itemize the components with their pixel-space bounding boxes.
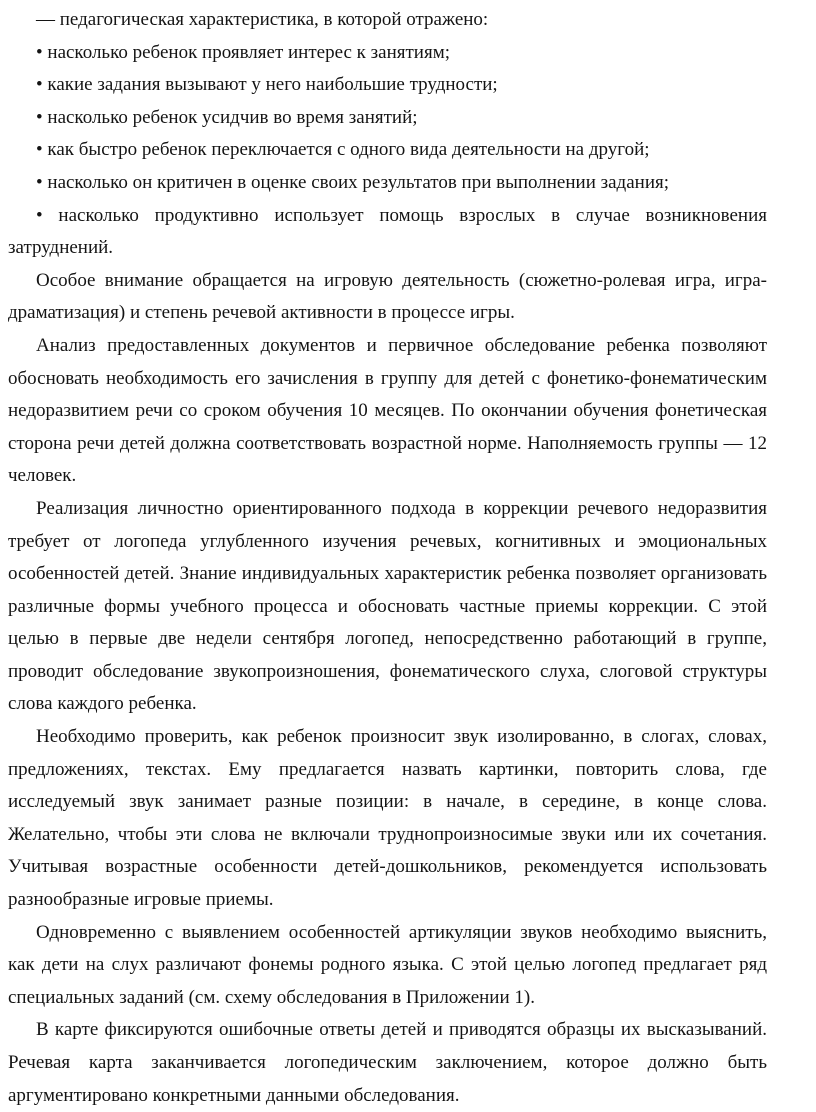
bullet-item-switching: • как быстро ребенок переключается с одного вида деятельности на другой; xyxy=(36,139,650,161)
paragraph-play-activity: Особое внимание обращается на игровую деятельность (сюжетно-ролевая игра, игра-драматизация) и степень речевой активности в процессе игры. xyxy=(8,269,767,324)
paragraph-personal-approach: Реализация личностно ориентированного подхода в коррекции речевого недоразвития требует от логопеда углубленного изучения речевых, когнитивных и эмоциональных особенностей детей. Знание индивидуальных характеристик ребенка позволяет организовать различные формы учебного процесса и обосновать частные приемы коррекции. С этой целью в первые две недели сентября логопед, непосредственно работающий в группе, проводит обследование звукопроизношения, фонематического слуха, слоговой структуры слова каждого ребенка. xyxy=(8,497,767,715)
paragraph-phonemic-hearing: Одновременно с выявлением особенностей артикуляции звуков необходимо выяснить, как дети на слух различают фонемы родного языка. С этой целью логопед предлагает ряд специальных заданий (см. схему обследования в Приложении 1). xyxy=(8,921,767,1008)
bullet-item-adult-help: • насколько продуктивно использует помощь взрослых в случае возникновения затруднений. xyxy=(8,204,767,259)
intro-line: — педагогическая характеристика, в которой отражено: xyxy=(36,9,489,30)
bullet-item-interest: • насколько ребенок проявляет интерес к занятиям; xyxy=(36,41,451,63)
bullet-item-persistence: • насколько ребенок усидчив во время занятий; xyxy=(36,106,418,128)
bullet-item-self-criticism: • насколько он критичен в оценке своих результатов при выполнении задания; xyxy=(36,171,670,193)
paragraph-speech-card: В карте фиксируются ошибочные ответы детей и приводятся образцы их высказываний. Речевая карта заканчивается логопедическим заключением, которое должно быть аргументировано конкретными данными обследования. xyxy=(8,1019,767,1106)
paragraph-sound-check: Необходимо проверить, как ребенок произносит звук изолированно, в слогах, словах, предложениях, текстах. Ему предлагается назвать картинки, повторить слова, где исследуемый звук занимает разные позиции: в начале, в середине, в конце слова. Желательно, чтобы эти слова не включали труднопроизносимые звуки или их сочетания. Учитывая возрастные особенности детей-дошкольников, рекомендуется использовать разнообразные игровые приемы. xyxy=(8,726,767,911)
bullet-item-difficulties: • какие задания вызывают у него наибольшие трудности; xyxy=(36,74,498,96)
document-page xyxy=(8,4,767,1112)
paragraph-group-enrollment: Анализ предоставленных документов и первичное обследование ребенка позволяют обосновать необходимость его зачисления в группу для детей с фонетико-фонематическим недоразвитием речи со сроком обучения 10 месяцев. По окончании обучения фонетическая сторона речи детей должна соответствовать возрастной норме. Наполняемость группы — 12 человек. xyxy=(8,334,767,487)
